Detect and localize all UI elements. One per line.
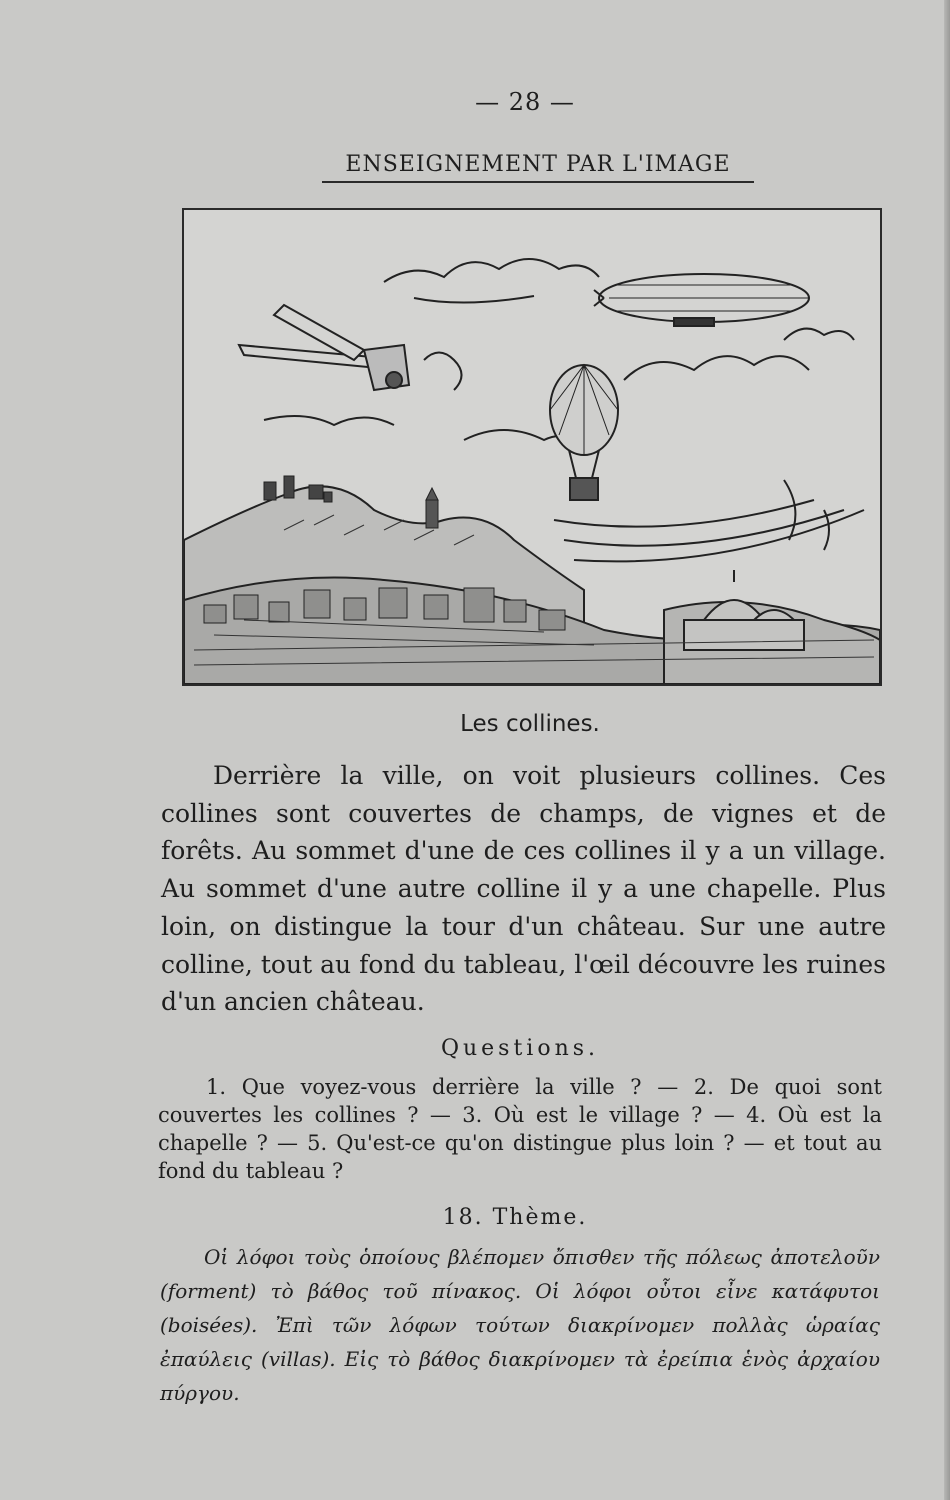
cloud: [424, 353, 462, 391]
cloud: [414, 296, 534, 303]
chapel: [426, 488, 438, 528]
airship: [594, 274, 809, 326]
cloud: [784, 329, 854, 340]
questions-paragraph: 1. Que voyez-vous derrière la ville ? — 2. De quoi sont couvertes les collines ? — 3. Où est le village ? — 4. Où est la chapelle ? — 5. Qu'est-ce qu'on distingue plus loin ? — et tout au fond du tableau ?: [158, 1075, 882, 1183]
page-number: — 28 —: [475, 88, 575, 116]
cloud: [624, 356, 809, 380]
cloud: [264, 416, 394, 425]
theme-heading: 18. Thème.: [442, 1205, 588, 1230]
airplane: [239, 305, 409, 390]
running-title: ENSEIGNEMENT PAR L'IMAGE: [322, 152, 754, 183]
section-title: Les collines.: [460, 711, 600, 737]
theme-paragraph: Οἱ λόφοι τοὺς ὁποίους βλέπομεν ὄπισθεν τῆς πόλεως ἀποτελοῦν (forment) τὸ βάθος τοῦ πίνακος. Οἱ λόφοι οὗτοι εἶνε κατάφυτοι (boisées). Ἐπὶ τῶν λόφων τούτων διακρίνομεν πολλὰς ὡραίας ἐπαύλεις (villas). Εἰς τὸ βάθος διακρίνομεν τὰ ἐρείπια ἑνὸς ἀρχαίου πύργου.: [160, 1245, 880, 1405]
engraving-illustration: [182, 208, 882, 686]
hot-air-balloon: [550, 365, 618, 500]
page-edge: [944, 0, 950, 1500]
wind-stroke: [554, 500, 814, 527]
body-paragraph: Derrière la ville, on voit plusieurs collines. Ces collines sont couvertes de champs, de vignes et de forêts. Au sommet d'une de ces collines il y a un village. Au sommet d'une autre colline il y a une chapelle. Plus loin, on distingue la tour d'un château. Sur une autre colline, tout au fond du tableau, l'œil découvre les ruines d'un ancien château.: [161, 761, 886, 1017]
wind-stroke: [784, 480, 795, 540]
wind-stroke: [564, 510, 844, 546]
cloud: [384, 259, 599, 282]
hills-sky-scene-drawing: [184, 210, 880, 684]
questions-heading: Questions.: [440, 1036, 600, 1061]
